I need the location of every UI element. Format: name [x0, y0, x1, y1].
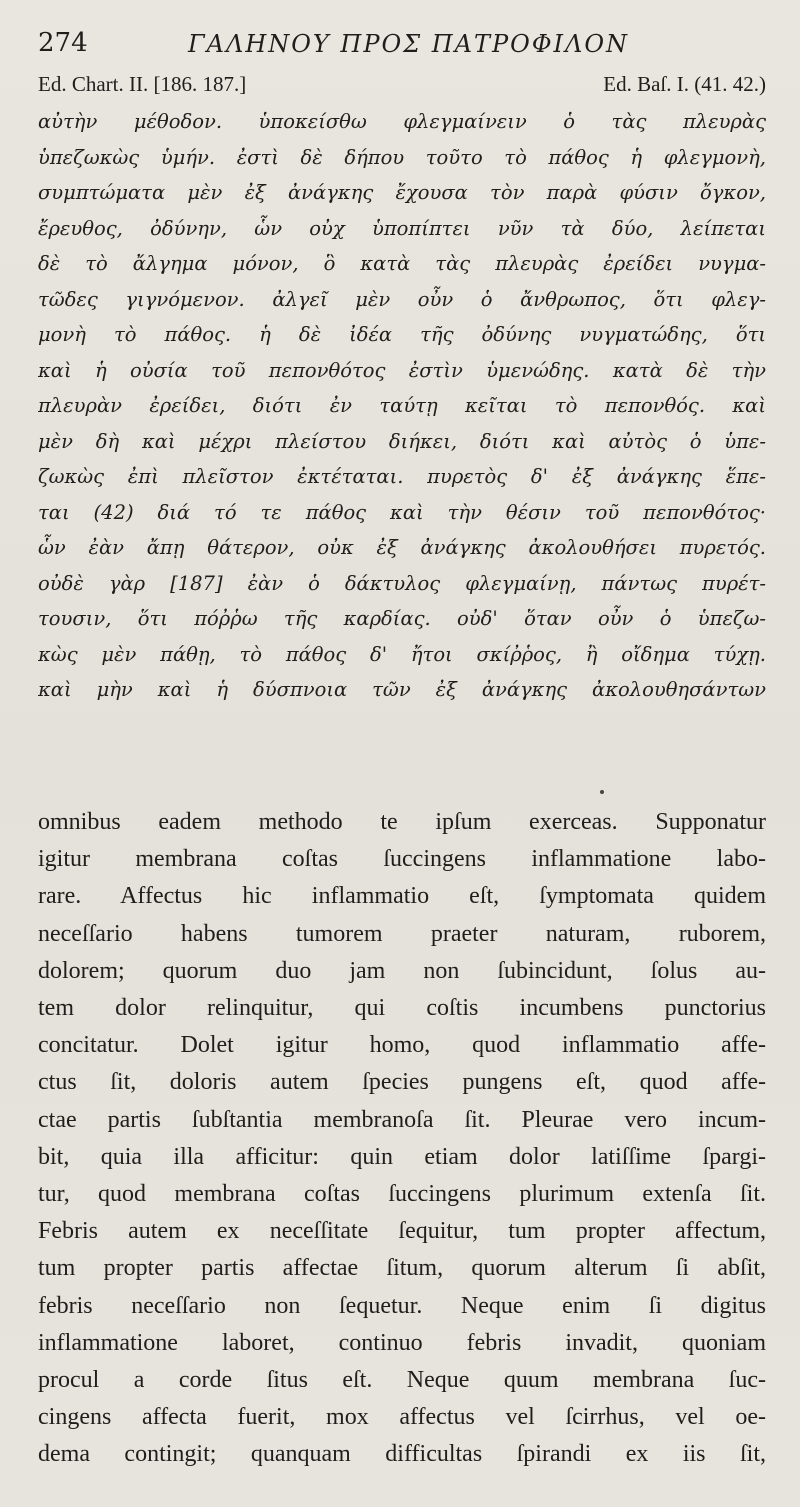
edition-basel: Ed. Baſ. I. (41. 42.) [603, 72, 766, 96]
latin-text-line: ctus ſit, doloris autem ſpecies pungens eſt, quod affe- [38, 1069, 766, 1096]
latin-text-line: bit, quia illa afficitur: quin etiam dolor latiſſime ſpargi- [38, 1143, 766, 1170]
page-number: 274 [38, 28, 88, 58]
greek-text-line: αὐτὴν μέθοδον. ὑποκείσθω φλεγμαίνειν ὁ τὰς πλευρὰς [38, 110, 766, 133]
greek-text-line: ἔρευθος, ὀδύνην, ὧν οὐχ ὑποπίπτει νῦν τὰ δύο, λείπεται [38, 216, 766, 240]
latin-text-line: tum propter partis affectae ſitum, quorum alterum ſi abſit, [38, 1255, 766, 1282]
greek-text-line: ὧν ἐὰν ἄπῃ θάτερον, οὐκ ἐξ ἀνάγκης ἀκολουθήσει πυρετός. [38, 536, 766, 559]
page-header [38, 28, 766, 62]
latin-text-line: dema contingit; quanquam difficultas ſpirandi ex iis ſit, [38, 1441, 766, 1468]
latin-text-line: tur, quod membrana coſtas ſuccingens plurimum extenſa ſit. [38, 1181, 766, 1208]
section-divider-mark [600, 790, 604, 794]
latin-text-line: inflammatione laboret, continuo febris invadit, quoniam [38, 1329, 766, 1356]
edition-references [38, 72, 766, 100]
greek-text-line: πλευρὰν ἐρείδει, διότι ἐν ταύτῃ κεῖται τὸ πεπονθός. καὶ [38, 394, 766, 417]
latin-text-line: neceſſario habens tumorem praeter naturam, ruborem, [38, 920, 766, 947]
greek-text-line: ται (42) διά τό τε πάθος καὶ τὴν θέσιν τοῦ πεπονθότος· [38, 500, 766, 524]
greek-text-line: ζωκὼς ἐπὶ πλεῖστον ἐκτέταται. πυρετὸς δ' ἐξ ἀνάγκης ἕπε- [38, 465, 766, 488]
edition-chartier: Ed. Chart. II. [186. 187.] [38, 72, 247, 96]
greek-text-line: κὼς μὲν πάθῃ, τὸ πάθος δ' ἤτοι σκίῤῥος, ἢ οἴδημα τύχῃ. [38, 642, 766, 666]
greek-text-line: ὑπεζωκὼς ὑμήν. ἐστὶ δὲ δήπου τοῦτο τὸ πάθος ἡ φλεγμονὴ, [38, 145, 766, 169]
greek-text-line: καὶ μὴν καὶ ἡ δύσπνοια τῶν ἐξ ἀνάγκης ἀκολουθησάντων [38, 678, 766, 701]
greek-text-line: δὲ τὸ ἄλγημα μόνον, ὃ κατὰ τὰς πλευρὰς ἐρείδει νυγμα- [38, 252, 766, 275]
greek-text-line: τουσιν, ὅτι πόῤῥω τῆς καρδίας. οὐδ' ὅταν οὖν ὁ ὑπεζω- [38, 607, 766, 630]
latin-text-line: dolorem; quorum duo jam non ſubincidunt, ſolus au- [38, 957, 766, 984]
greek-text-line: τῶδες γιγνόμενον. ἀλγεῖ μὲν οὖν ὁ ἄνθρωπος, ὅτι φλεγ- [38, 287, 766, 311]
latin-text-line: tem dolor relinquitur, qui coſtis incumbens punctorius [38, 995, 766, 1022]
greek-text-line: καὶ ἡ οὐσία τοῦ πεπονθότος ἐστὶν ὑμενώδης. κατὰ δὲ τὴν [38, 358, 766, 382]
latin-text-line: concitatur. Dolet igitur homo, quod inflammatio affe- [38, 1032, 766, 1059]
greek-text-line: οὐδὲ γὰρ [187] ἐὰν ὁ δάκτυλος φλεγμαίνῃ, πάντως πυρέτ- [38, 571, 766, 595]
latin-text-line: procul a corde ſitus eſt. Neque quum membrana ſuc- [38, 1367, 766, 1394]
latin-text-line: cingens affecta fuerit, mox affectus vel ſcirrhus, vel oe- [38, 1404, 766, 1431]
latin-text-line: igitur membrana coſtas ſuccingens inflammatione labo- [38, 846, 766, 873]
greek-text-line: μὲν δὴ καὶ μέχρι πλείστου διήκει, διότι καὶ αὐτὸς ὁ ὑπε- [38, 429, 766, 453]
running-title: ΓΑΛΗΝΟΥ ΠΡΟΣ ΠΑΤΡΟΦΙΛΟΝ [188, 30, 630, 58]
greek-text-block [38, 104, 766, 708]
latin-text-line: rare. Affectus hic inflammatio eſt, ſymptomata quidem [38, 883, 766, 910]
latin-text-line: omnibus eadem methodo te ipſum exerceas. Supponatur [38, 809, 766, 835]
latin-text-line: Febris autem ex neceſſitate ſequitur, tum propter affectum, [38, 1218, 766, 1245]
latin-text-line: febris neceſſario non ſequetur. Neque enim ſi digitus [38, 1292, 766, 1319]
greek-text-line: συμπτώματα μὲν ἐξ ἀνάγκης ἔχουσα τὸν παρὰ φύσιν ὄγκον, [38, 181, 766, 204]
greek-text-line: μονὴ τὸ πάθος. ἡ δὲ ἰδέα τῆς ὀδύνης νυγματώδης, ὅτι [38, 323, 766, 346]
latin-text-line: ctae partis ſubſtantia membranoſa ſit. Pleurae vero incum- [38, 1106, 766, 1133]
latin-text-block [38, 804, 766, 1474]
